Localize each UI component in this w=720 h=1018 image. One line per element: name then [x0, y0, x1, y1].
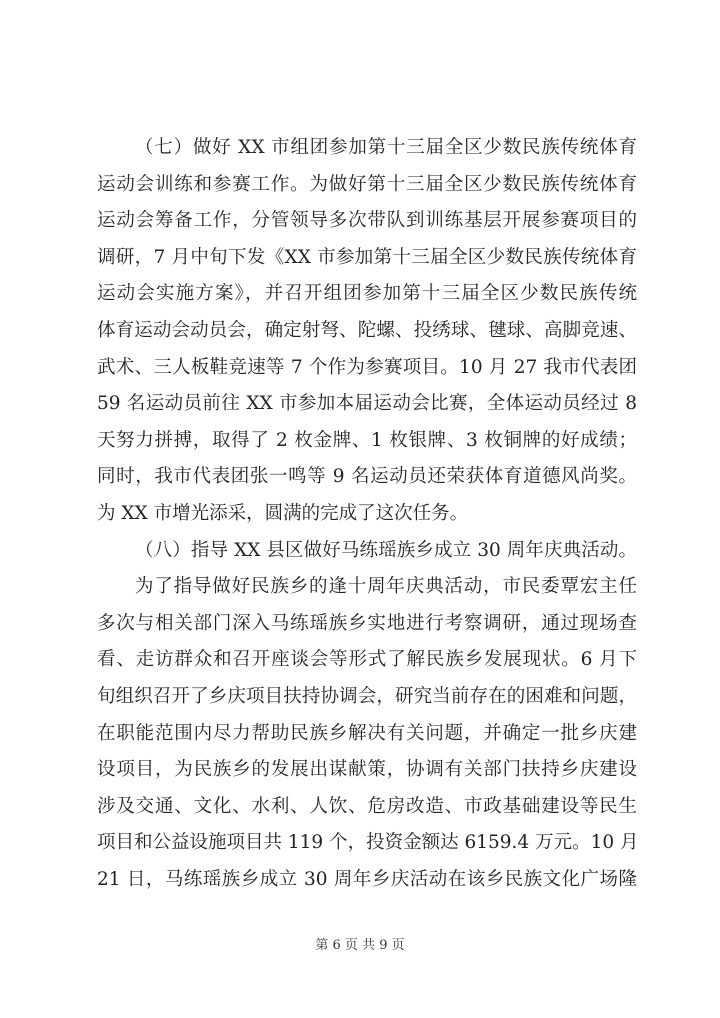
text-line: 21 日，马练瑶族乡成立 30 周年乡庆活动在该乡民族文化广场隆	[97, 868, 637, 890]
text-line: 59 名运动员前往 XX 市参加本届运动会比赛，全体运动员经过 8	[97, 393, 637, 415]
text-line: 运动会实施方案》，并召开组团参加第十三届全区少数民族传统	[97, 283, 637, 305]
section-heading: （八）指导 XX 县区做好马练瑶族乡成立 30 周年庆典活动。	[135, 539, 637, 561]
text-line: 运动会训练和参赛工作。为做好第十三届全区少数民族传统体育	[97, 173, 637, 195]
text-line: 天努力拼搏，取得了 2 枚金牌、1 枚银牌、3 枚铜牌的好成绩；	[97, 429, 637, 451]
text-line: 多次与相关部门深入马练瑶族乡实地进行考察调研，通过现场查	[97, 612, 637, 634]
text-line: 运动会筹备工作，分管领导多次带队到训练基层开展参赛项目的	[97, 210, 637, 232]
text-line: 武术、三人板鞋竞速等 7 个作为参赛项目。10 月 27 我市代表团	[97, 356, 637, 378]
document-body	[97, 130, 637, 898]
text-line: 为 XX 市增光添采，圆满的完成了这次任务。	[97, 502, 469, 524]
text-line: 在职能范围内尽力帮助民族乡解决有关问题，并确定一批乡庆建	[97, 722, 637, 744]
text-line: 涉及交通、文化、水利、人饮、危房改造、市政基础建设等民生	[97, 795, 637, 817]
text-line: 调研，7 月中旬下发《XX 市参加第十三届全区少数民族传统体育	[97, 246, 637, 268]
text-line: （七）做好 XX 市组团参加第十三届全区少数民族传统体育	[135, 137, 637, 158]
text-line: 项目和公益设施项目共 119 个，投资金额达 6159.4 万元。10 月	[97, 832, 639, 854]
text-line: 为了指导做好民族乡的逢十周年庆典活动，市民委覃宏主任	[135, 576, 637, 598]
text-line: 设项目，为民族乡的发展出谋献策，协调有关部门扶持乡庆建设	[97, 759, 637, 781]
text-line: 同时，我市代表团张一鸣等 9 名运动员还荣获体育道德风尚奖。	[97, 466, 637, 488]
text-line: 看、走访群众和召开座谈会等形式了解民族乡发展现状。6 月下	[97, 649, 637, 671]
text-line: 体育运动会动员会，确定射弩、陀螺、投绣球、毽球、高脚竞速、	[97, 319, 637, 341]
text-line: 旬组织召开了乡庆项目扶持协调会，研究当前存在的困难和问题，	[97, 685, 637, 707]
page-number-footer: 第 6 页 共 9 页	[315, 938, 405, 953]
